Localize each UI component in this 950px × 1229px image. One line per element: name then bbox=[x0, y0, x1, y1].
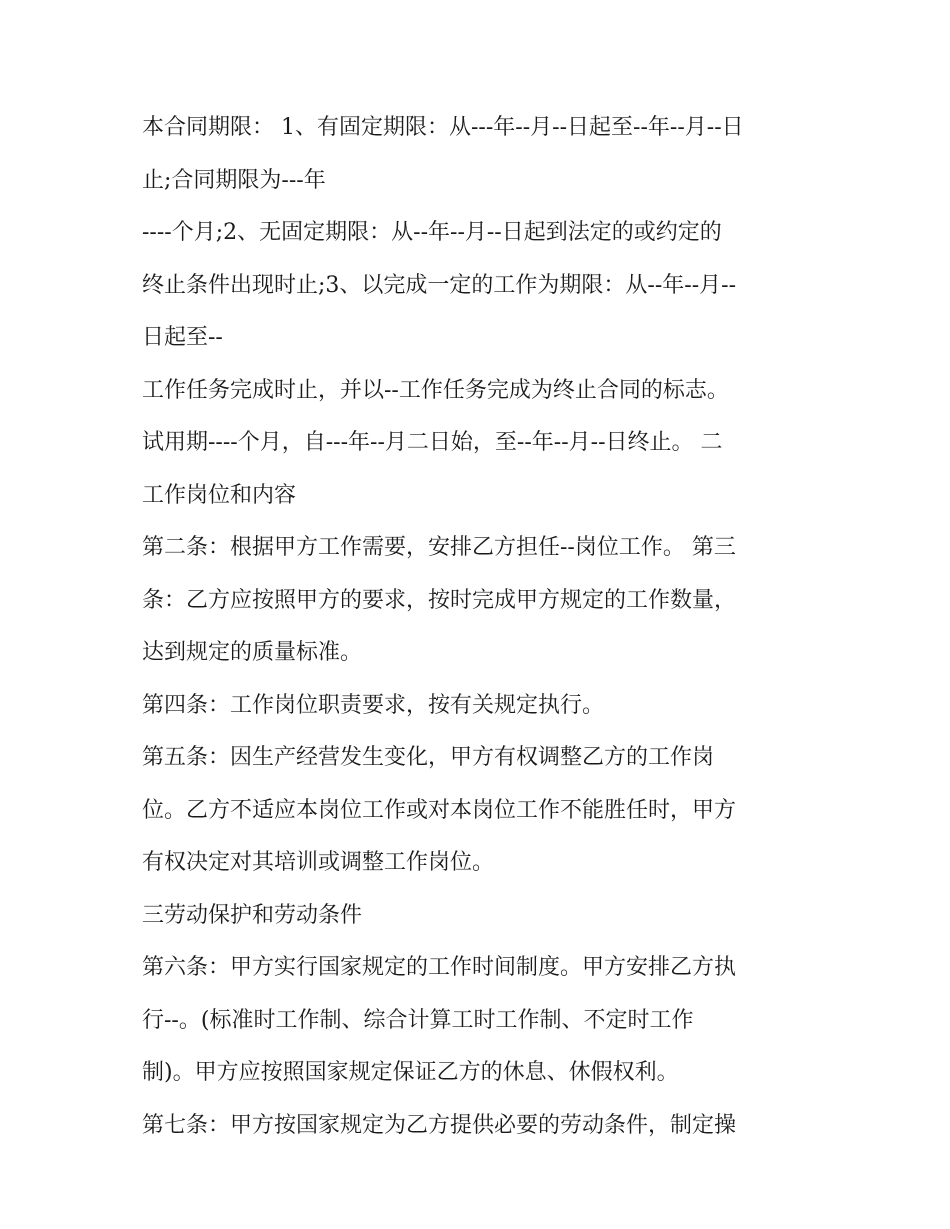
document-body bbox=[142, 108, 814, 1158]
text-line: 试用期----个月，自---年--月二日始，至--年--月--日终止。 二 bbox=[142, 430, 723, 455]
text-line: 第六条：甲方实行国家规定的工作时间制度。甲方安排乙方执 bbox=[142, 955, 737, 980]
text-line: ----个月;2、无固定期限：从--年--月--日起到法定的或约定的 bbox=[142, 220, 722, 245]
section-heading: 工作岗位和内容 bbox=[142, 482, 297, 508]
text-line: 工作任务完成时止，并以--工作任务完成为终止合同的标志。 bbox=[142, 377, 729, 403]
text-line: 第七条：甲方按国家规定为乙方提供必要的劳动条件，制定操 bbox=[142, 1112, 737, 1138]
text-line: 达到规定的质量标准。 bbox=[142, 640, 363, 665]
text-line: 有权决定对其培训或调整工作岗位。 bbox=[142, 850, 495, 875]
text-line: 条：乙方应按照甲方的要求，按时完成甲方规定的工作数量， bbox=[142, 587, 737, 613]
text-line: 第五条：因生产经营发生变化，甲方有权调整乙方的工作岗 bbox=[142, 745, 715, 770]
text-line: 本合同期限： 1、有固定期限：从---年--月--日起至--年--月--日 bbox=[142, 115, 744, 140]
text-line: 第二条：根据甲方工作需要，安排乙方担任--岗位工作。 第三 bbox=[142, 535, 736, 560]
text-line: 第四条：工作岗位职责要求，按有关规定执行。 bbox=[142, 692, 605, 718]
section-heading: 三劳动保护和劳动条件 bbox=[142, 902, 363, 928]
text-line: 日起至-- bbox=[142, 325, 223, 350]
text-line: 终止条件出现时止;3、以完成一定的工作为期限：从--年--月-- bbox=[142, 272, 737, 298]
text-line: 制)。甲方应按照国家规定保证乙方的休息、休假权利。 bbox=[142, 1060, 679, 1085]
text-line: 位。乙方不适应本岗位工作或对本岗位工作不能胜任时，甲方 bbox=[142, 797, 737, 823]
text-line: 止;合同期限为---年 bbox=[142, 167, 326, 193]
text-line: 行--。(标准时工作制、综合计算工时工作制、不定时工作 bbox=[142, 1007, 694, 1033]
